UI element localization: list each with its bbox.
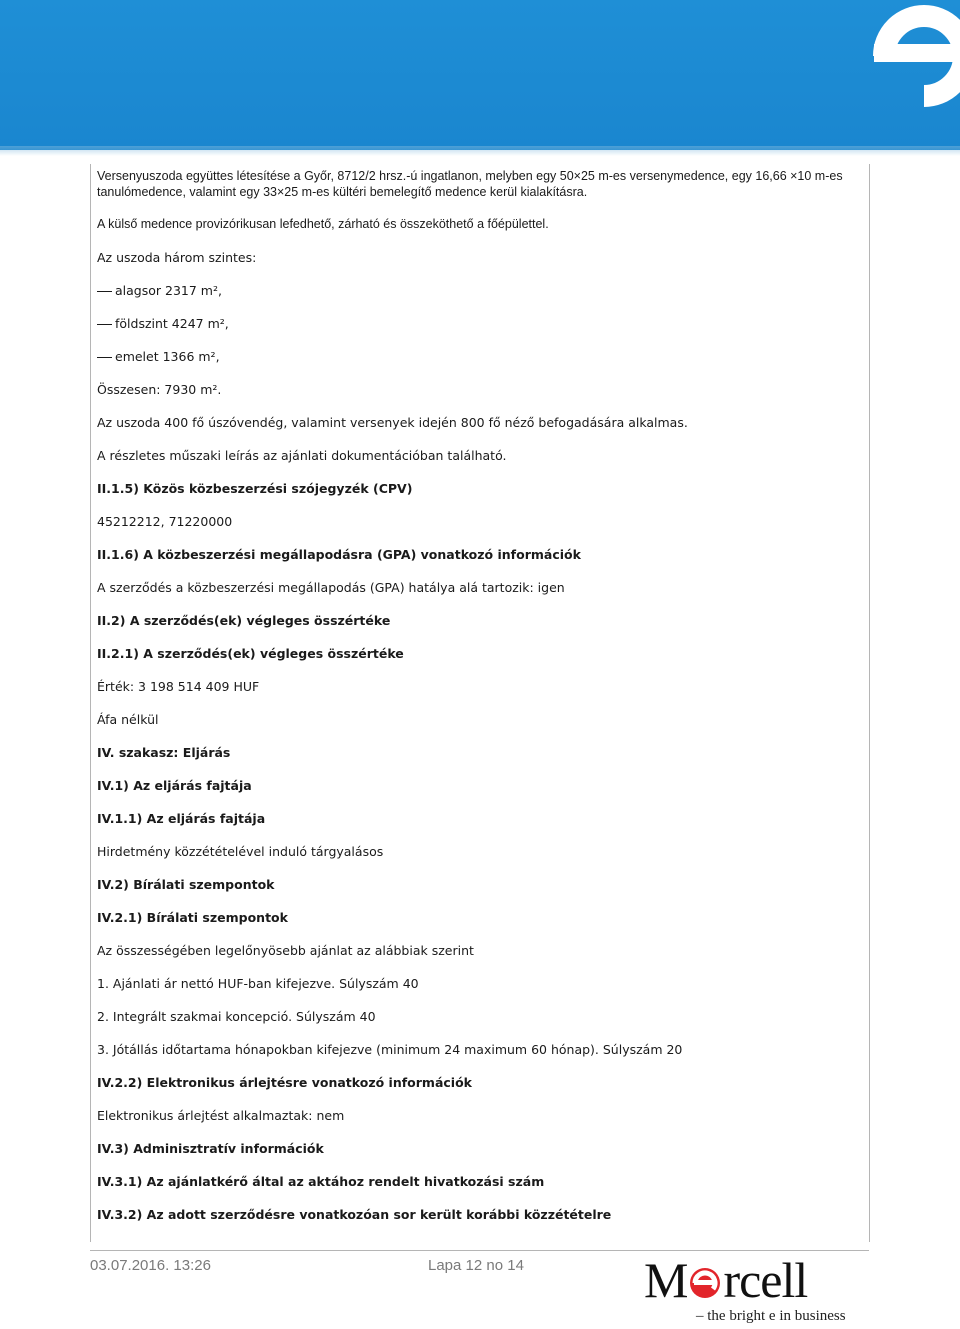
paragraph-text: IV. szakasz: Eljárás bbox=[97, 745, 231, 760]
paragraph-text: IV.2.1) Bírálati szempontok bbox=[97, 910, 288, 925]
section-heading bbox=[97, 810, 859, 843]
intro-paragraph: Versenyuszoda együttes létesítése a Győr, 8712/2 hrsz.-ú ingatlanon, melyben egy 50×25 m-es versenymedence, egy 16,66 ×10 m-es tanulómedence, valamint egy 33×25 m-es kültéri bemelegítő medence kerül kialakításra. bbox=[97, 169, 843, 199]
paragraph-text: IV.1.1) Az eljárás fajtája bbox=[97, 811, 266, 826]
body-paragraph bbox=[97, 711, 859, 744]
section-heading bbox=[97, 876, 859, 909]
header-band bbox=[0, 0, 960, 150]
body-paragraph bbox=[97, 579, 859, 612]
paragraph-text: Összesen: 7930 m². bbox=[97, 382, 222, 397]
body-paragraph bbox=[97, 249, 859, 282]
body-paragraph bbox=[97, 975, 859, 1008]
section-heading bbox=[97, 1074, 859, 1107]
paragraph-text: A külső medence provizórikusan lefedhető, zárható és összeköthető a főépülettel. bbox=[97, 217, 549, 231]
paragraph-text: II.1.5) Közös közbeszerzési szójegyzék (CPV) bbox=[97, 481, 413, 496]
section-heading bbox=[97, 909, 859, 942]
paragraph-text: Az uszoda három szintes: bbox=[97, 250, 257, 265]
paragraph-text: 45212212, 71220000 bbox=[97, 514, 233, 529]
paragraph-text: Az összességében legelőnyösebb ajánlat az alábbiak szerint bbox=[97, 943, 474, 958]
paragraph-text: A szerződés a közbeszerzési megállapodás (GPA) hatálya alá tartozik: igen bbox=[97, 580, 565, 595]
paragraph-text: IV.3.1) Az ajánlatkérő által az aktához rendelt hivatkozási szám bbox=[97, 1174, 545, 1189]
paragraph-text: IV.2) Bírálati szempontok bbox=[97, 877, 275, 892]
brand-logo bbox=[644, 1252, 866, 1329]
brand-letters-rcell: rcell bbox=[723, 1252, 808, 1308]
list-dash bbox=[97, 357, 112, 358]
paragraph-text: II.2) A szerződés(ek) végleges összértéke bbox=[97, 613, 391, 628]
footer-divider bbox=[90, 1250, 869, 1251]
footer-date: 03.07.2016. 13:26 bbox=[90, 1257, 211, 1274]
paragraph-text: 2. Integrált szakmai koncepció. Súlyszám 40 bbox=[97, 1009, 376, 1024]
paragraph-text: II.2.1) A szerződés(ek) végleges összértéke bbox=[97, 646, 404, 661]
section-heading bbox=[97, 612, 859, 645]
paragraph-text: Elektronikus árlejtést alkalmaztak: nem bbox=[97, 1108, 345, 1123]
section-heading bbox=[97, 1173, 859, 1206]
body-paragraph bbox=[97, 942, 859, 975]
body-paragraph bbox=[97, 1041, 859, 1074]
paragraph-text: IV.1) Az eljárás fajtája bbox=[97, 778, 252, 793]
paragraph-text: IV.3) Adminisztratív információk bbox=[97, 1141, 324, 1156]
paragraph-text: emelet 1366 m², bbox=[115, 349, 220, 364]
paragraph-text: Áfa nélkül bbox=[97, 712, 159, 727]
section-heading bbox=[97, 480, 859, 513]
brand-letter-m: M bbox=[644, 1252, 688, 1308]
paragraph-text: II.1.6) A közbeszerzési megállapodásra (GPA) vonatkozó információk bbox=[97, 547, 581, 562]
body-paragraph bbox=[97, 843, 859, 876]
body-paragraph bbox=[97, 513, 859, 546]
paragraph-text: 1. Ajánlati ár nettó HUF-ban kifejezve. Súlyszám 40 bbox=[97, 976, 419, 991]
section-heading bbox=[97, 645, 859, 678]
brand-tagline: – the bright e in business bbox=[696, 1308, 846, 1324]
paragraph-text: földszint 4247 m², bbox=[115, 316, 229, 331]
paragraph-text: alagsor 2317 m², bbox=[115, 283, 222, 298]
list-dash bbox=[97, 291, 112, 292]
paragraph-text: A részletes műszaki leírás az ajánlati dokumentációban található. bbox=[97, 448, 507, 463]
section-heading bbox=[97, 546, 859, 579]
body-paragraph bbox=[97, 381, 859, 414]
paragraph-text: Az uszoda 400 fő úszóvendég, valamint versenyek idején 800 fő néző befogadására alkalmas. bbox=[97, 415, 688, 430]
e-logo-icon bbox=[820, 0, 960, 120]
body-paragraph bbox=[97, 678, 859, 711]
section-heading bbox=[97, 744, 859, 777]
body-paragraph bbox=[97, 447, 859, 480]
body-paragraph bbox=[97, 1008, 859, 1041]
section-heading bbox=[97, 1206, 859, 1239]
paragraph-text: IV.2.2) Elektronikus árlejtésre vonatkozó információk bbox=[97, 1075, 472, 1090]
footer-page-number: Lapa 12 no 14 bbox=[428, 1257, 524, 1274]
section-heading bbox=[97, 1140, 859, 1173]
body-paragraph bbox=[97, 315, 859, 348]
red-e-logo-icon bbox=[687, 1261, 723, 1301]
list-dash bbox=[97, 324, 112, 325]
brand-wordmark bbox=[644, 1252, 807, 1308]
body-paragraph bbox=[97, 348, 859, 381]
document-body bbox=[97, 168, 859, 1239]
body-paragraph bbox=[97, 216, 859, 249]
paragraph-text: 3. Jótállás időtartama hónapokban kifejezve (minimum 24 maximum 60 hónap). Súlyszám 20 bbox=[97, 1042, 683, 1057]
body-paragraph bbox=[97, 414, 859, 447]
body-paragraph bbox=[97, 1107, 859, 1140]
section-heading bbox=[97, 777, 859, 810]
body-paragraph bbox=[97, 282, 859, 315]
paragraph-text: Hirdetmény közzétételével induló tárgyalásos bbox=[97, 844, 384, 859]
paragraph-text: IV.3.2) Az adott szerződésre vonatkozóan sor került korábbi közzétételre bbox=[97, 1207, 612, 1222]
paragraph-text: Érték: 3 198 514 409 HUF bbox=[97, 679, 260, 694]
